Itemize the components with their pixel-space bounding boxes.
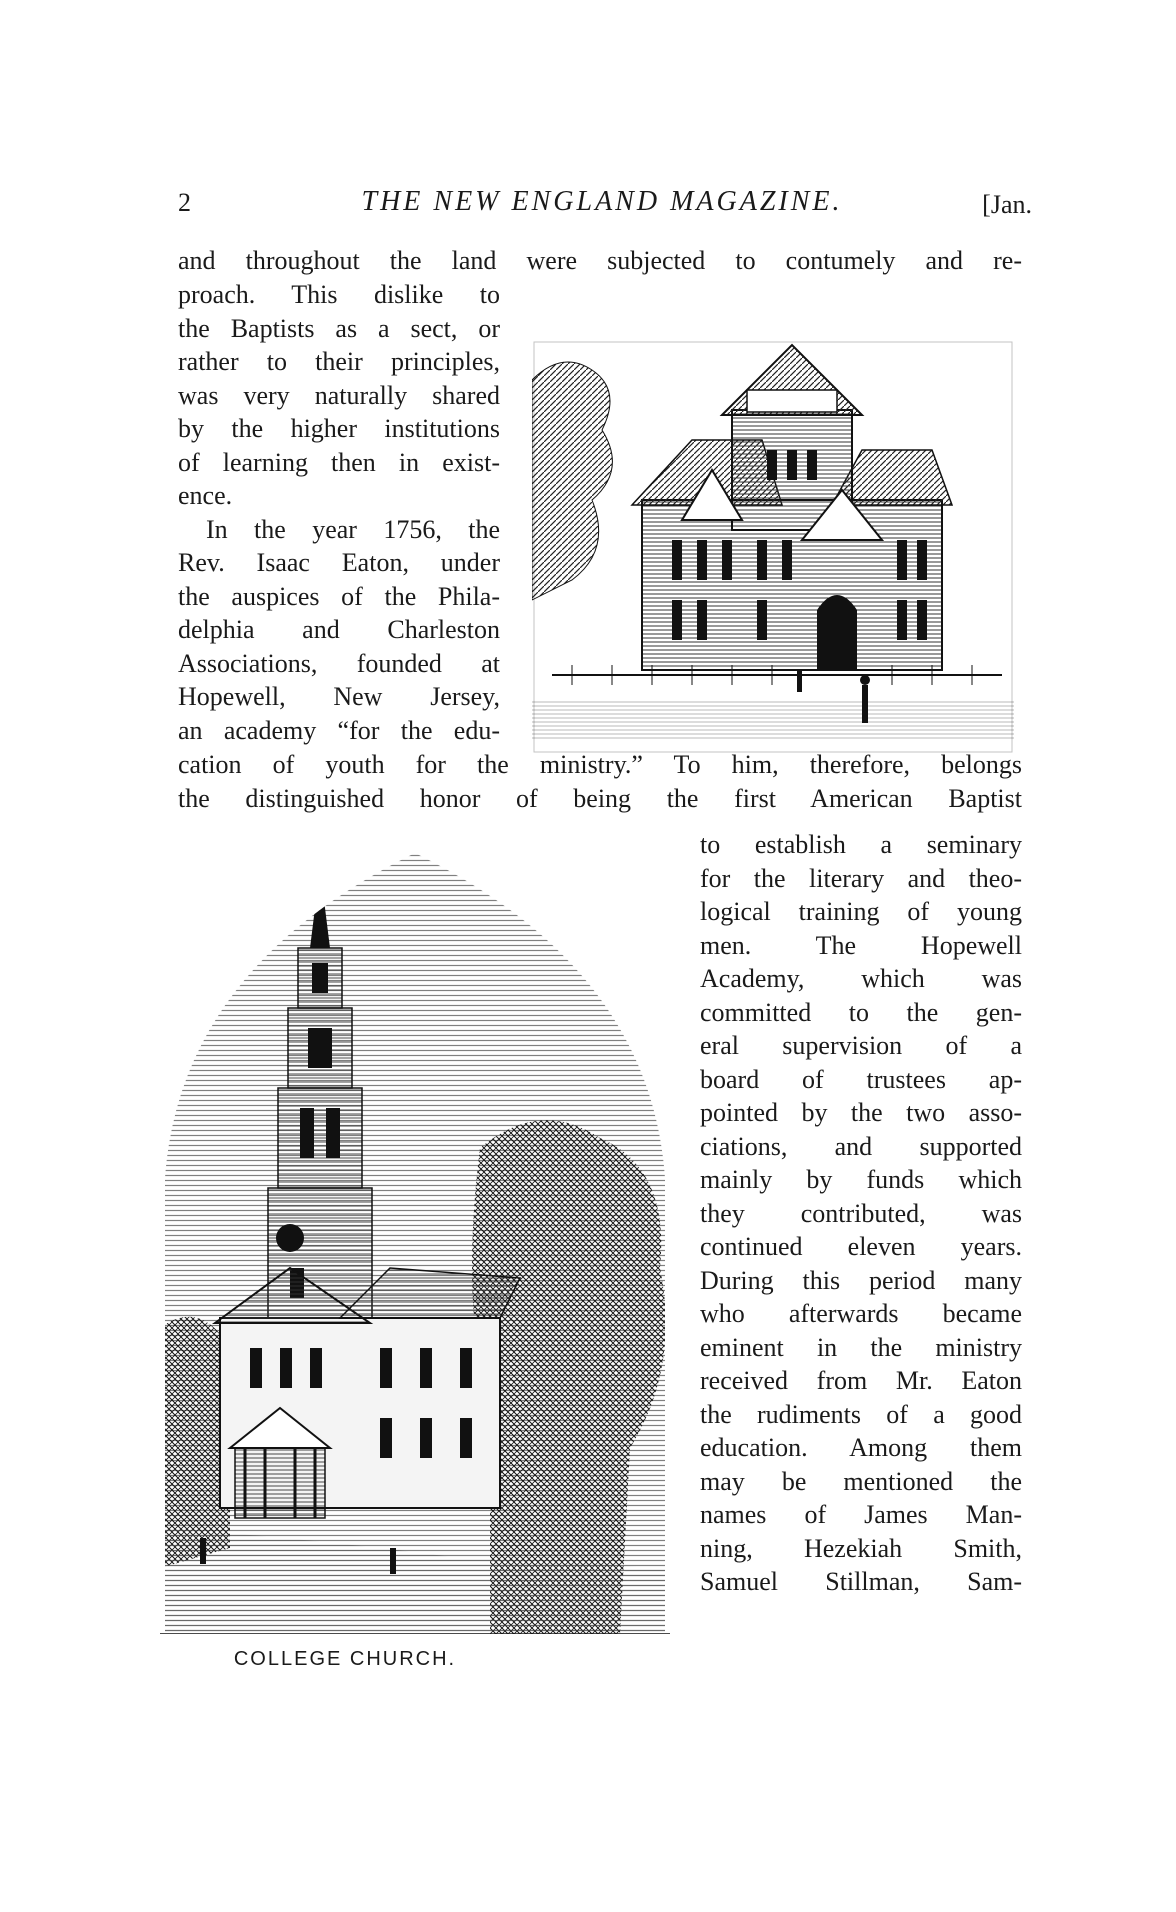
issue-month: [Jan. — [982, 190, 1032, 219]
text-line: ence. — [178, 481, 233, 510]
text-line: eral supervision of a — [700, 1031, 1022, 1060]
text-line: was very naturally shared — [178, 380, 500, 410]
text-line: to establish a seminary — [700, 830, 1022, 859]
text-line: cation of youth for the ministry.” To him, therefore, belongs — [178, 750, 1022, 779]
text-line: Rev. Isaac Eaton, under — [178, 548, 500, 577]
text-line: men. The Hopewell — [700, 930, 1022, 960]
text-line: they contributed, was — [700, 1198, 1022, 1228]
text-line: ciations, and supported — [700, 1131, 1022, 1161]
text-line: an academy “for the edu- — [178, 715, 500, 745]
text-line: In the year 1756, the — [206, 514, 500, 544]
text-line: rather to their principles, — [178, 347, 500, 376]
text-line: the auspices of the Phila- — [178, 581, 500, 611]
church-steeple-icon — [160, 848, 670, 1634]
text-line: who afterwards became — [700, 1299, 1022, 1328]
text-line: of learning then in exist- — [178, 447, 500, 477]
text-line: Academy, which was — [700, 964, 1022, 993]
text-line: During this period many — [700, 1265, 1022, 1295]
text-line: education. Among them — [700, 1433, 1022, 1462]
text-line: delphia and Charleston — [178, 615, 500, 644]
text-line: by the higher institutions — [178, 414, 500, 443]
text-line: Hopewell, New Jersey, — [178, 682, 500, 711]
text-line: mainly by funds which — [700, 1165, 1022, 1194]
page-number: 2 — [178, 188, 191, 217]
gothic-building-icon — [532, 340, 1014, 754]
text-line: logical training of young — [700, 897, 1022, 926]
text-line: may be mentioned the — [700, 1466, 1022, 1496]
text-line: received from Mr. Eaton — [700, 1366, 1022, 1395]
running-header — [172, 180, 1032, 220]
text-line: the distinguished honor of being the first American Baptist — [178, 783, 1022, 813]
text-line: ning, Hezekiah Smith, — [700, 1533, 1022, 1563]
text-line: eminent in the ministry — [700, 1332, 1022, 1362]
text-line: names of James Man- — [700, 1500, 1022, 1529]
text-line: committed to the gen- — [700, 997, 1022, 1027]
text-line: proach. This dislike to — [178, 280, 500, 309]
text-line: for the literary and theo- — [700, 863, 1022, 893]
text-line: and throughout the land were subjected to contumely and re- — [178, 246, 1022, 275]
text-line: Samuel Stillman, Sam- — [700, 1567, 1022, 1596]
running-title: THE NEW ENGLAND MAGAZINE. — [361, 186, 843, 217]
text-line: pointed by the two asso- — [700, 1098, 1022, 1127]
text-line: Associations, founded at — [178, 648, 500, 678]
church-caption: COLLEGE CHURCH. — [233, 1648, 457, 1670]
text-line: continued eleven years. — [700, 1232, 1022, 1261]
text-line: board of trustees ap- — [700, 1064, 1022, 1094]
text-line: the rudiments of a good — [700, 1399, 1022, 1429]
text-line: the Baptists as a sect, or — [178, 313, 500, 343]
